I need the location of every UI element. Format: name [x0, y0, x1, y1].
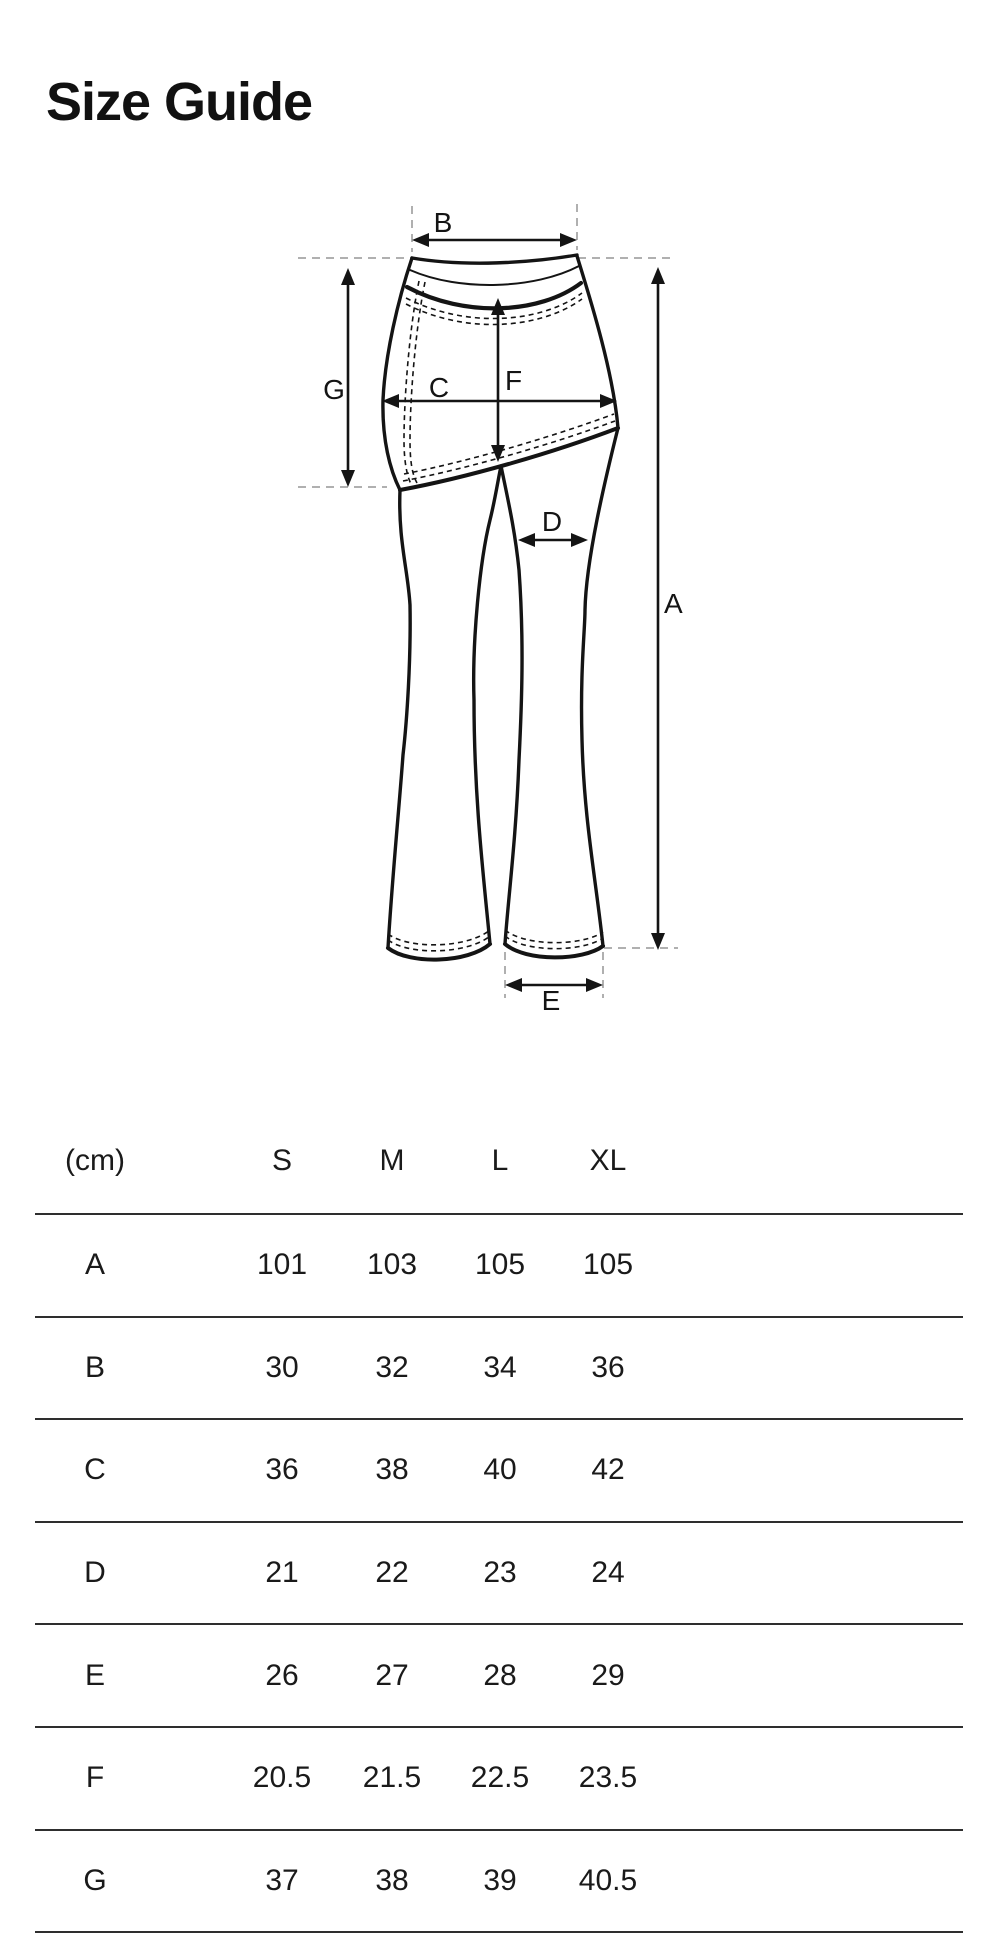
value-s: 101 — [256, 1248, 308, 1282]
waistband — [406, 266, 582, 324]
value-s: 20.5 — [252, 1761, 312, 1795]
table-row-c — [35, 1420, 963, 1523]
garment-outline — [383, 255, 618, 960]
table-row-d — [35, 1523, 963, 1626]
value-m: 103 — [366, 1248, 418, 1282]
row-label: A — [84, 1248, 105, 1282]
label-e: E — [541, 985, 561, 1016]
value-m: 32 — [375, 1350, 409, 1384]
value-xl: 36 — [591, 1350, 625, 1384]
leg-hem-stitching — [388, 930, 603, 951]
value-m: 21.5 — [362, 1761, 422, 1795]
value-s: 30 — [265, 1350, 299, 1384]
table-row-f — [35, 1728, 963, 1831]
label-a: A — [664, 588, 683, 619]
value-l: 34 — [483, 1350, 517, 1384]
col-header-xl: XL — [589, 1143, 627, 1177]
table-row-g — [35, 1831, 963, 1934]
col-header-s: S — [271, 1143, 292, 1177]
measure-arrow-f — [491, 298, 505, 462]
value-l: 39 — [483, 1863, 517, 1897]
value-m: 27 — [375, 1658, 409, 1692]
label-g: G — [323, 374, 345, 405]
measure-arrow-c — [382, 394, 617, 408]
value-m: 38 — [375, 1863, 409, 1897]
table-header-row — [35, 1108, 963, 1215]
value-m: 38 — [375, 1453, 409, 1487]
label-d: D — [541, 506, 563, 537]
value-l: 23 — [483, 1556, 517, 1590]
col-header-l: L — [491, 1143, 509, 1177]
value-l: 105 — [474, 1248, 526, 1282]
guide-lines — [298, 204, 678, 998]
value-s: 26 — [265, 1658, 299, 1692]
value-xl: 23.5 — [578, 1761, 638, 1795]
value-s: 36 — [265, 1453, 299, 1487]
value-xl: 40.5 — [578, 1863, 638, 1897]
row-label: G — [83, 1863, 107, 1897]
label-f: F — [505, 365, 523, 396]
value-l: 40 — [483, 1453, 517, 1487]
value-s: 37 — [265, 1863, 299, 1897]
value-xl: 42 — [591, 1453, 625, 1487]
row-label: B — [84, 1350, 105, 1384]
table-row-b — [35, 1318, 963, 1421]
row-label: F — [85, 1761, 105, 1795]
value-xl: 29 — [591, 1658, 625, 1692]
unit-header: (cm) — [65, 1143, 125, 1177]
col-header-m: M — [379, 1143, 405, 1177]
row-label: D — [84, 1556, 106, 1590]
table-row-a — [35, 1215, 963, 1318]
label-b: B — [433, 207, 453, 238]
table-row-e — [35, 1625, 963, 1728]
size-table — [35, 1108, 963, 1933]
value-l: 28 — [483, 1658, 517, 1692]
row-label: E — [84, 1658, 105, 1692]
value-l: 22.5 — [470, 1761, 530, 1795]
value-xl: 24 — [591, 1556, 625, 1590]
page-title: Size Guide — [46, 72, 313, 132]
value-xl: 105 — [582, 1248, 634, 1282]
label-c: C — [428, 372, 450, 403]
row-label: C — [84, 1453, 106, 1487]
measure-arrow-a — [651, 267, 665, 950]
value-m: 22 — [375, 1556, 409, 1590]
value-s: 21 — [265, 1556, 299, 1590]
